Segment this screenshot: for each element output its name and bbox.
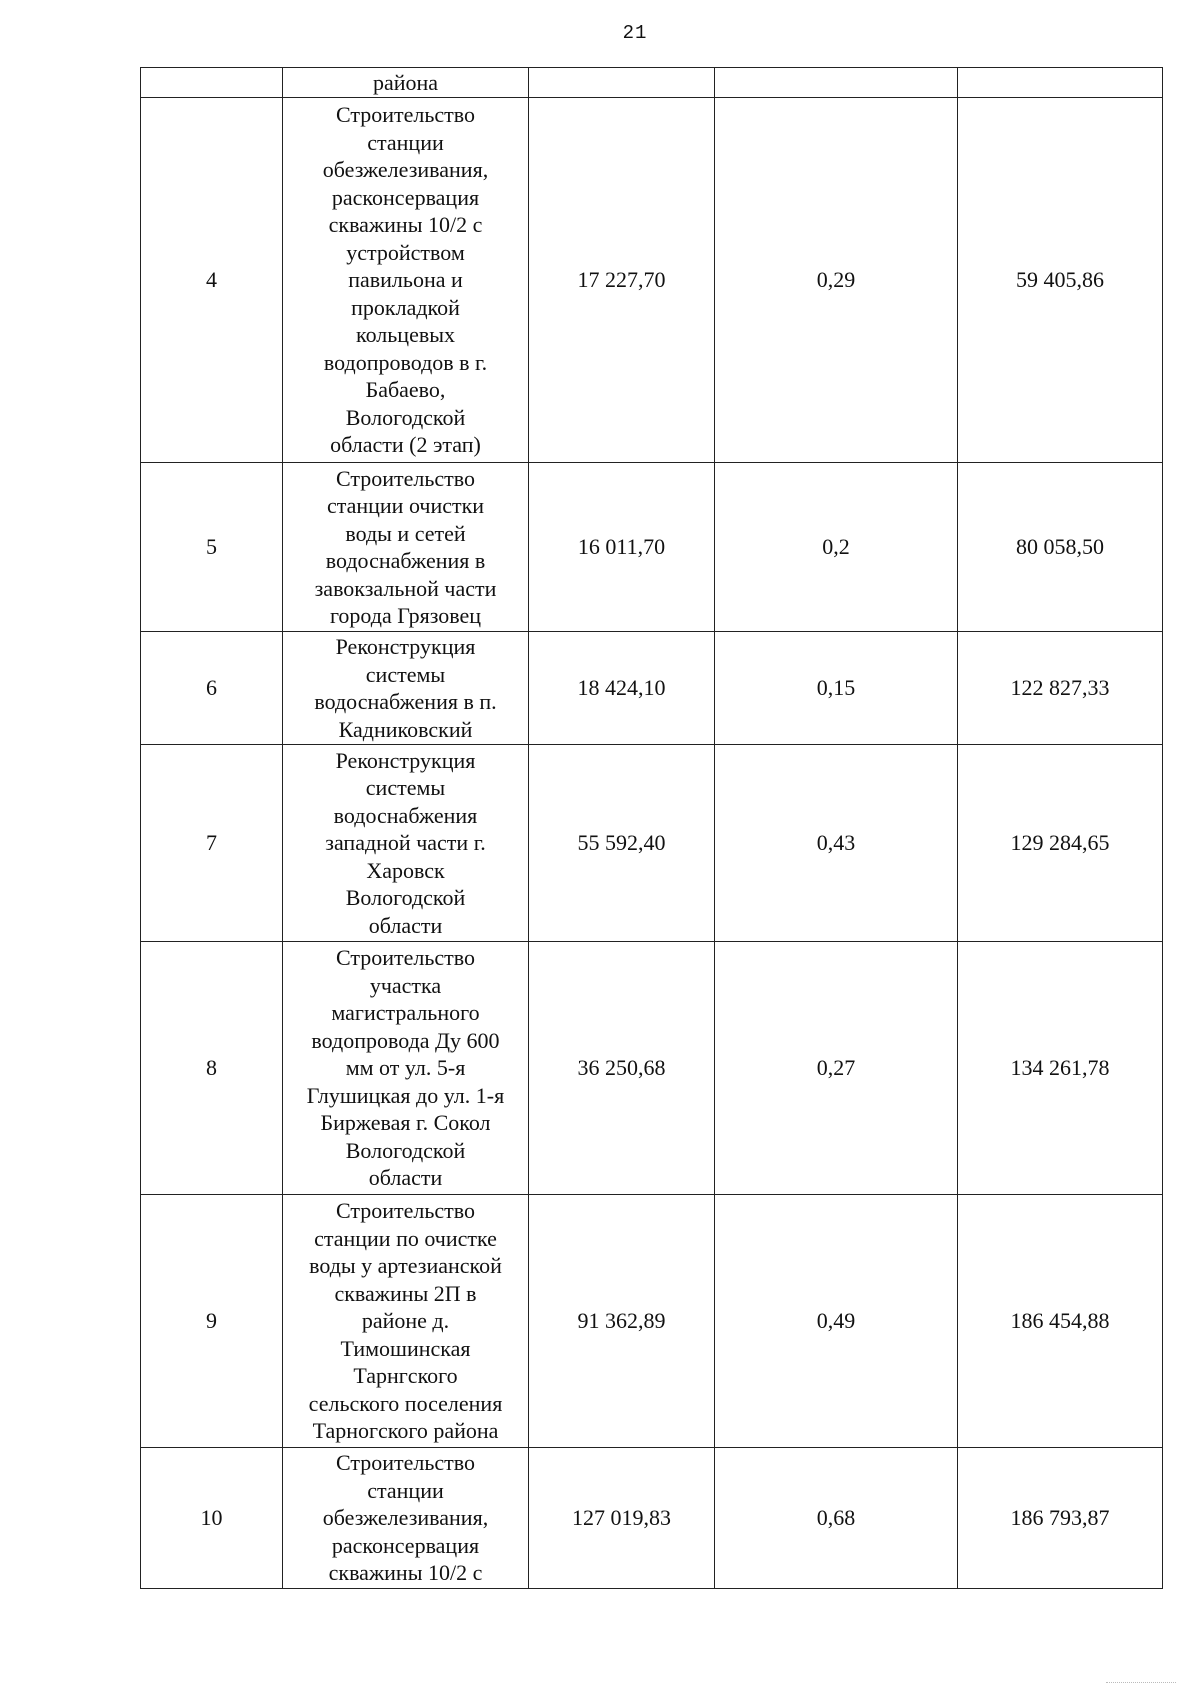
- table-row: [141, 745, 1163, 942]
- ratio-cell: 0,15: [715, 632, 958, 745]
- result-cell: 134 261,78: [958, 942, 1163, 1195]
- description-line: скважины 10/2 с: [328, 1560, 483, 1586]
- description-line: расконсервация: [331, 1532, 480, 1558]
- ratio-cell: 0,2: [715, 463, 958, 632]
- ratio-cell: 0,49: [715, 1195, 958, 1448]
- table-row: [141, 68, 1163, 98]
- description-line: обезжелезивания,: [322, 1505, 489, 1531]
- description-line: станции: [367, 129, 444, 155]
- description-line: Тарногского района: [312, 1418, 499, 1444]
- description-line: водоснабжения в п.: [314, 689, 497, 714]
- cost-cell: 91 362,89: [529, 1195, 715, 1448]
- row-number-cell: 4: [141, 98, 283, 463]
- projects-table: [140, 67, 1163, 1589]
- description-line: Глушицкая до ул. 1-я: [306, 1082, 505, 1108]
- description-line: области (2 этап): [330, 432, 481, 458]
- description-line: водоснабжения в: [325, 548, 486, 573]
- description-line: расконсервация: [331, 184, 480, 210]
- scan-artifact: [1106, 1682, 1176, 1689]
- cost-cell: 18 424,10: [529, 632, 715, 745]
- description-line: области: [368, 1165, 443, 1191]
- description-line: районе д.: [361, 1308, 450, 1334]
- description-line: воды у артезианской: [309, 1253, 502, 1279]
- row-number-cell: 7: [141, 745, 283, 942]
- description-line: магистрального: [331, 1000, 480, 1026]
- description-line: станции: [367, 1477, 444, 1503]
- description-line: Тимошинская: [340, 1335, 471, 1361]
- description-line: павильона и: [348, 267, 463, 293]
- description-line: станции очистки: [326, 493, 485, 518]
- cost-cell: 36 250,68: [529, 942, 715, 1195]
- description-line: Строительство: [335, 945, 476, 971]
- description-line: Вологодской: [345, 885, 466, 911]
- description-line: обезжелезивания,: [322, 157, 489, 183]
- cost-cell: 55 592,40: [529, 745, 715, 942]
- project-description-cell: [283, 632, 529, 745]
- result-cell: 186 454,88: [958, 1195, 1163, 1448]
- ratio-cell: 0,43: [715, 745, 958, 942]
- row-number-cell: 10: [141, 1448, 283, 1589]
- description-line: Строительство: [335, 465, 476, 491]
- description-line: водопровода Ду 600: [311, 1027, 500, 1053]
- table-row: [141, 1448, 1163, 1589]
- description-line: завокзальной части: [314, 575, 497, 601]
- description-line: скважины 2П в: [334, 1280, 477, 1306]
- page-number: 21: [622, 22, 648, 44]
- ratio-cell: [715, 68, 958, 98]
- description-line: сельского поселения: [308, 1390, 503, 1416]
- description-line: устройством: [346, 239, 465, 265]
- description-line: Кадниковский: [338, 716, 473, 742]
- description-line: Реконструкция: [335, 747, 476, 773]
- description-line: станции по очистке: [314, 1225, 497, 1251]
- project-description-cell: [283, 942, 529, 1195]
- description-line: Строительство: [335, 102, 476, 128]
- description-line: воды и сетей: [345, 520, 466, 546]
- description-line: системы: [365, 775, 446, 801]
- description-line: Вологодской: [345, 404, 466, 430]
- description-line: водопроводов в г.: [323, 349, 488, 375]
- table-row: [141, 463, 1163, 632]
- result-cell: 59 405,86: [958, 98, 1163, 463]
- description-line: западной части г.: [325, 830, 486, 856]
- description-line: Бабаево,: [365, 377, 446, 403]
- description-line: Тарнгского: [353, 1363, 458, 1389]
- project-description-cell: [283, 745, 529, 942]
- table-row: [141, 632, 1163, 745]
- description-line: Вологодской: [345, 1137, 466, 1163]
- project-description-cell: [283, 1195, 529, 1448]
- description-line: системы: [365, 661, 446, 687]
- project-description-cell: [283, 1448, 529, 1589]
- project-description-cell: [283, 98, 529, 463]
- project-description-cell: [283, 68, 529, 98]
- description-line: прокладкой: [351, 294, 460, 320]
- result-cell: 80 058,50: [958, 463, 1163, 632]
- row-number-cell: 6: [141, 632, 283, 745]
- description-line: кольцевых: [356, 322, 455, 348]
- result-cell: 186 793,87: [958, 1448, 1163, 1589]
- description-line: Строительство: [335, 1198, 476, 1224]
- description-line: области: [368, 912, 443, 938]
- table-row: [141, 942, 1163, 1195]
- result-cell: 129 284,65: [958, 745, 1163, 942]
- description-line: района: [372, 69, 439, 95]
- description-line: Биржевая г. Сокол: [320, 1110, 491, 1136]
- description-line: Реконструкция: [335, 634, 476, 659]
- cost-cell: 17 227,70: [529, 98, 715, 463]
- description-line: Строительство: [335, 1450, 476, 1476]
- description-line: Харовск: [366, 857, 445, 883]
- cost-cell: [529, 68, 715, 98]
- row-number-cell: 8: [141, 942, 283, 1195]
- ratio-cell: 0,27: [715, 942, 958, 1195]
- cost-cell: 16 011,70: [529, 463, 715, 632]
- table-body: [141, 68, 1163, 1589]
- description-line: водоснабжения: [333, 802, 478, 828]
- result-cell: 122 827,33: [958, 632, 1163, 745]
- description-line: участка: [369, 972, 442, 998]
- project-description-cell: [283, 463, 529, 632]
- row-number-cell: [141, 68, 283, 98]
- row-number-cell: 9: [141, 1195, 283, 1448]
- ratio-cell: 0,68: [715, 1448, 958, 1589]
- table-row: [141, 98, 1163, 463]
- table-row: [141, 1195, 1163, 1448]
- row-number-cell: 5: [141, 463, 283, 632]
- cost-cell: 127 019,83: [529, 1448, 715, 1589]
- description-line: города Грязовец: [329, 603, 482, 628]
- description-line: мм от ул. 5-я: [345, 1055, 466, 1081]
- ratio-cell: 0,29: [715, 98, 958, 463]
- description-line: скважины 10/2 с: [328, 212, 483, 238]
- result-cell: [958, 68, 1163, 98]
